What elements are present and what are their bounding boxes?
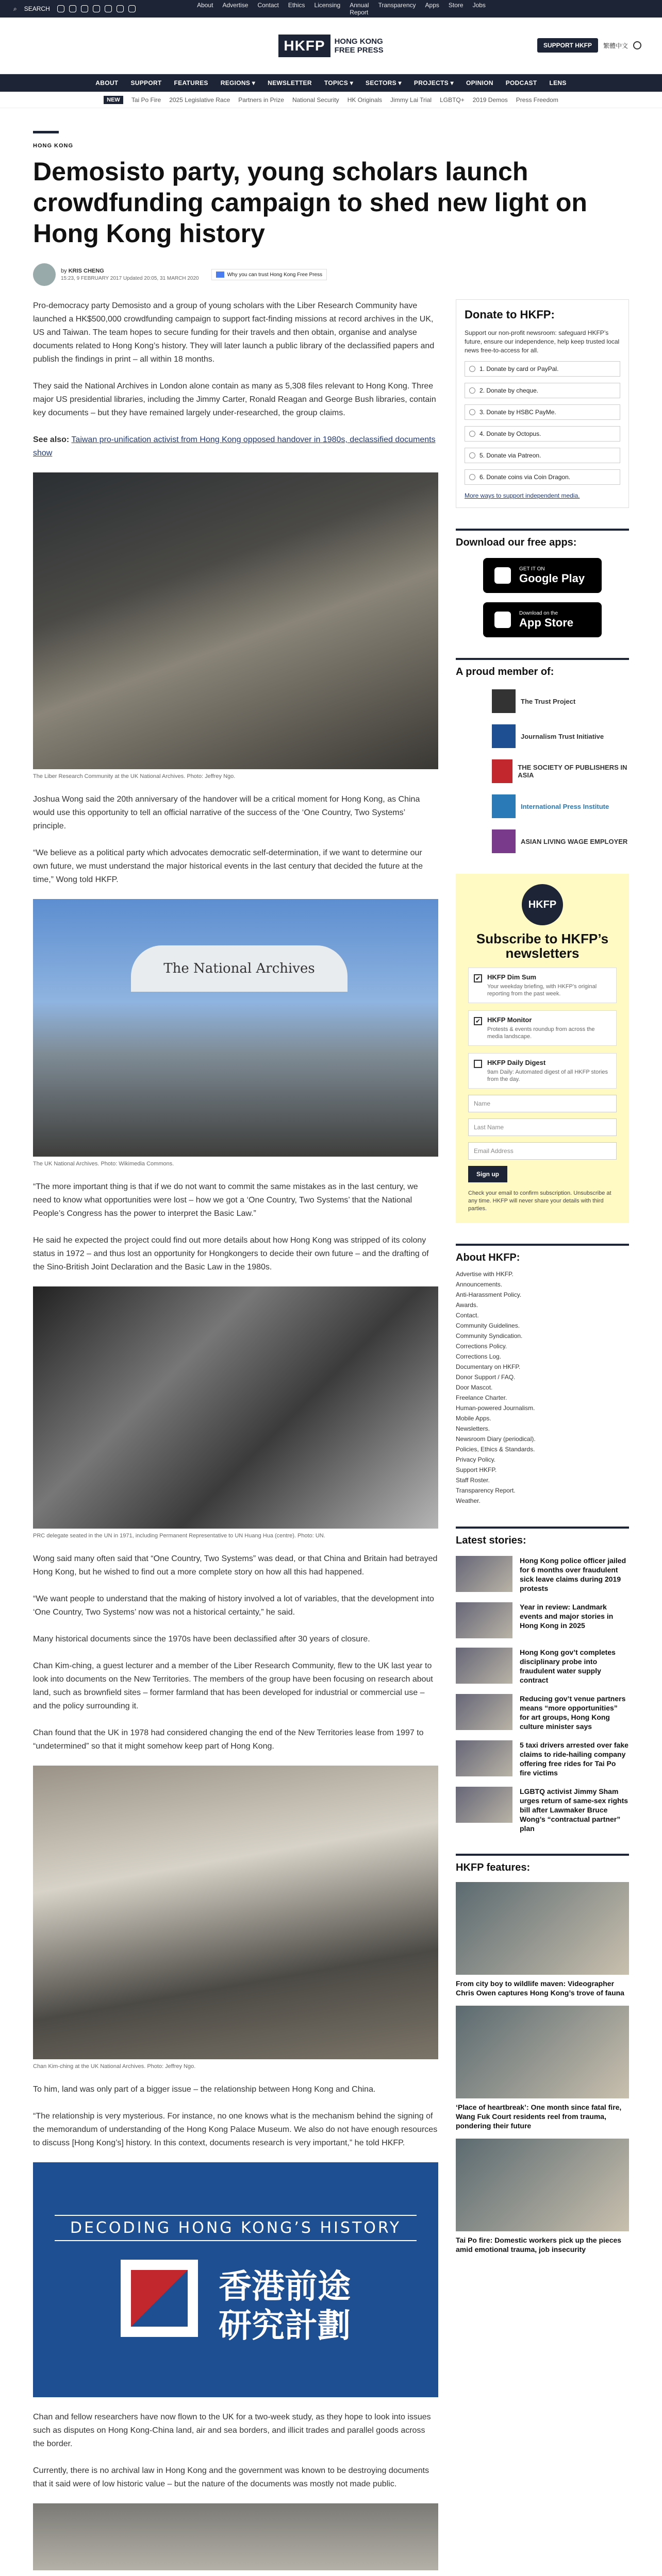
member-logo[interactable] bbox=[492, 794, 629, 818]
about-item[interactable]: Freelance Charter. bbox=[456, 1394, 507, 1401]
donate-text: Support our non-profit newsroom: safeguard HKFP’s future, ensure our independence, help keep trusted local news free-to-access for all. bbox=[465, 329, 620, 354]
feature-image[interactable] bbox=[456, 2006, 629, 2098]
story-thumbnail[interactable] bbox=[456, 1648, 512, 1684]
story-title[interactable]: Hong Kong police officer jailed for 6 months over fraudulent sick leave claims during 2019 protests bbox=[520, 1556, 626, 1592]
nav-projects[interactable]: PROJECTS ▾ bbox=[413, 79, 454, 87]
living-wage-icon bbox=[492, 829, 516, 853]
site-logo[interactable] bbox=[278, 35, 383, 57]
byline bbox=[33, 263, 629, 286]
content-wrap bbox=[0, 131, 662, 286]
newsletter-logo: HKFP bbox=[522, 884, 563, 925]
donate-option[interactable] bbox=[465, 383, 620, 398]
about-item[interactable]: Community Guidelines. bbox=[456, 1322, 520, 1329]
story-title[interactable]: Reducing gov’t venue partners means “more opportunities” for art groups, Hong Kong culture minister says bbox=[520, 1694, 626, 1731]
donate-option-label: 4. Donate by Octopus. bbox=[479, 430, 541, 437]
image-caption: PRC delegate seated in the UN in 1971, including Permanent Representative to UN Huang Hua (centre). Photo: UN. bbox=[33, 1533, 325, 1539]
app-store-button[interactable] bbox=[483, 602, 602, 637]
story-title[interactable]: 5 taxi drivers arrested over fake claims to ride-hailing company offering free rides for Tai Po fire victims bbox=[520, 1741, 628, 1777]
google-news-icon bbox=[216, 272, 224, 278]
rss-icon[interactable] bbox=[128, 5, 136, 12]
paragraph: To him, land was only part of a bigger issue – the relationship between Hong Kong and China. bbox=[33, 2085, 376, 2094]
image-caption: The Liber Research Community at the UK National Archives. Photo: Jeffrey Ngo. bbox=[33, 773, 236, 779]
donate-option[interactable] bbox=[465, 426, 620, 442]
radio-icon bbox=[469, 366, 475, 372]
about-list bbox=[456, 1269, 629, 1506]
feature-image[interactable] bbox=[456, 1882, 629, 1975]
top-link-licensing[interactable]: Licensing bbox=[314, 2, 341, 9]
about-item[interactable]: Documentary on HKFP. bbox=[456, 1363, 521, 1370]
article-image-un-1971 bbox=[33, 1286, 438, 1529]
article-title: Demosisto party, young scholars launch crowdfunding campaign to shed new light on Hong Kong history bbox=[33, 157, 587, 248]
article-dates: 15:23, 9 FEBRUARY 2017 Updated 20:05, 31 MARCH 2020 bbox=[61, 276, 199, 281]
newsletter-option-title: HKFP Daily Digest bbox=[487, 1059, 546, 1066]
banner-logo bbox=[121, 2260, 198, 2337]
sopa-icon bbox=[492, 759, 512, 783]
article-kicker[interactable]: HONG KONG bbox=[33, 143, 74, 149]
paragraph: “The relationship is very mysterious. For instance, no one knows what is the mechanism behind the signing of the memorandum of understanding of the Hong Kong Palace Museum. We also do not have enough resources to discuss [Hong Kong’s] history. In this context, documents research is very important,” he told HKFP. bbox=[33, 2112, 438, 2147]
donate-option-label: 3. Donate by HSBC PayMe. bbox=[479, 409, 556, 416]
about-heading: About HKFP: bbox=[456, 1244, 629, 1264]
sidebar bbox=[456, 286, 629, 2254]
newsletter-option-title: HKFP Dim Sum bbox=[487, 973, 537, 981]
about-item[interactable]: Weather. bbox=[456, 1497, 481, 1504]
about-item[interactable]: Transparency Report. bbox=[456, 1487, 516, 1494]
see-also-label: See also: bbox=[33, 435, 70, 444]
about-item[interactable]: Mobile Apps. bbox=[456, 1415, 491, 1422]
email-input[interactable]: Email Address bbox=[468, 1142, 617, 1160]
feature-title[interactable]: From city boy to wildlife maven: Videographer Chris Owen captures Hong Kong’s trove of fauna bbox=[456, 1979, 624, 1997]
see-also-link[interactable]: Taiwan pro-unification activist from Hong Kong opposed handover in 1980s, declassified documents show bbox=[33, 435, 436, 457]
paragraph: “The more important thing is that if we do not want to commit the same mistakes as in the last century, we need to know what opportunities were lost – how we got a ‘One Country, Two Systems’ that the National People’s Congress has the power to interpret the Basic Law.” bbox=[33, 1182, 418, 1218]
radio-icon bbox=[469, 474, 475, 480]
paragraph: He said he expected the project could find out more details about how Hong Kong was stripped of its colony status in 1972 – and thus lost an opportunity for Hongkongers to decide their own future – and the drafting of the Sino-British Joint Declaration and the Basic Law in the 1980s. bbox=[33, 1236, 429, 1272]
newsletter-option-text bbox=[487, 973, 611, 997]
nav-podcast[interactable]: PODCAST bbox=[505, 79, 537, 87]
user-icon[interactable] bbox=[633, 41, 641, 49]
top-link-ethics[interactable]: Ethics bbox=[288, 2, 305, 9]
apps-heading: Download our free apps: bbox=[456, 529, 629, 549]
latest-story[interactable] bbox=[456, 1648, 629, 1685]
member-name: ASIAN LIVING WAGE EMPLOYER bbox=[521, 837, 628, 845]
banner-chinese bbox=[219, 2267, 351, 2345]
top-link-advertise[interactable]: Advertise bbox=[222, 2, 249, 9]
member-logo[interactable] bbox=[492, 759, 629, 783]
donate-option-label: 6. Donate coins via Coin Dragon. bbox=[479, 473, 571, 481]
paragraph: Currently, there is no archival law in Hong Kong and the government was known to be destroying documents that it said were of low historic value – but the nature of the documents was mostly not made public. bbox=[33, 2466, 429, 2488]
checkbox-icon[interactable] bbox=[474, 1060, 482, 1068]
story-thumbnail[interactable] bbox=[456, 1740, 512, 1776]
see-also bbox=[33, 433, 438, 460]
article-image-national-archives bbox=[33, 899, 438, 1157]
donate-option[interactable] bbox=[465, 448, 620, 463]
banner-row bbox=[121, 2251, 351, 2345]
nav-newsletter[interactable]: NEWSLETTER bbox=[268, 79, 312, 87]
feature-item[interactable] bbox=[456, 2139, 629, 2254]
feature-item[interactable] bbox=[456, 2006, 629, 2130]
nav-regions[interactable]: REGIONS ▾ bbox=[220, 79, 256, 87]
main-nav bbox=[0, 74, 662, 92]
linkedin-icon[interactable] bbox=[117, 5, 124, 12]
newsletter-option[interactable] bbox=[468, 1010, 617, 1046]
logo-text bbox=[335, 37, 384, 55]
social-icons bbox=[57, 5, 136, 12]
new-badge: NEW bbox=[104, 96, 123, 104]
newsletter-title: Subscribe to HKFP’s newsletters bbox=[476, 931, 609, 961]
support-button[interactable]: SUPPORT HKFP bbox=[537, 38, 598, 53]
about-item[interactable]: Door Mascot. bbox=[456, 1384, 493, 1391]
about-item[interactable]: Newsletters. bbox=[456, 1425, 490, 1432]
app-store-big: App Store bbox=[519, 616, 574, 629]
newsletter-option-desc: Your weekday briefing, with HKFP’s original reporting from the past week. bbox=[487, 984, 597, 997]
signup-button[interactable]: Sign up bbox=[468, 1166, 507, 1182]
search-label[interactable]: SEARCH bbox=[24, 5, 50, 12]
title-rule bbox=[33, 131, 59, 133]
newsletter-option-desc: 9am Daily: Automated digest of all HKFP stories from the day. bbox=[487, 1069, 608, 1082]
about-item[interactable]: Awards. bbox=[456, 1301, 478, 1309]
member-name: International Press Institute bbox=[521, 802, 609, 810]
nav-topics[interactable]: TOPICS ▾ bbox=[324, 79, 354, 87]
latest-story[interactable] bbox=[456, 1740, 629, 1777]
story-thumbnail[interactable] bbox=[456, 1694, 512, 1730]
story-title[interactable]: Year in review: Landmark events and major stories in Hong Kong in 2025 bbox=[520, 1603, 614, 1630]
trust-label: Why you can trust Hong Kong Free Press bbox=[227, 272, 323, 278]
about-item[interactable]: Advertise with HKFP. bbox=[456, 1270, 514, 1278]
nav-lens[interactable]: LENS bbox=[549, 79, 567, 87]
name-input[interactable]: Name bbox=[468, 1095, 617, 1112]
nav-opinion[interactable]: OPINION bbox=[466, 79, 493, 87]
more-ways-link[interactable]: More ways to support independent media. bbox=[465, 492, 580, 499]
member-heading: A proud member of: bbox=[456, 658, 629, 678]
search-icon[interactable]: ⌕ bbox=[13, 5, 17, 12]
banner-zh-line2: 研究計劃 bbox=[219, 2307, 351, 2344]
about-item[interactable]: Newsroom Diary (periodical). bbox=[456, 1435, 536, 1443]
story-thumbnail[interactable] bbox=[456, 1556, 512, 1592]
donate-option-label: 5. Donate via Patreon. bbox=[479, 452, 541, 459]
google-play-button[interactable] bbox=[483, 558, 602, 593]
top-links bbox=[197, 2, 486, 16]
latest-story[interactable] bbox=[456, 1694, 629, 1731]
trust-project-icon bbox=[492, 689, 516, 713]
newsletter-option-desc: Protests & events roundup from across the media landscape. bbox=[487, 1026, 595, 1040]
radio-icon bbox=[469, 409, 475, 415]
language-toggle[interactable]: 繁體中文 bbox=[603, 42, 628, 49]
nav-support[interactable]: SUPPORT bbox=[130, 79, 162, 87]
donate-box bbox=[456, 299, 629, 508]
about-item[interactable]: Policies, Ethics & Standards. bbox=[456, 1446, 535, 1453]
latest-story[interactable] bbox=[456, 1602, 629, 1638]
top-link-apps[interactable]: Apps bbox=[425, 2, 439, 9]
trending-item[interactable]: National Security bbox=[292, 96, 339, 104]
paragraph: They said the National Archives in London alone contain as many as 5,308 files relevant to Hong Kong. Three major US presidential libraries, including the Jimmy Carter, Ronald Reagan and George Bush libraries, contain key documents – but they have remained largely under-researched, the group claims. bbox=[33, 382, 436, 417]
paragraph: Chan Kim-ching, a guest lecturer and a member of the Liber Research Community, flew to the UK last year to look into documents on the New Territories. The members of the group have been focusing on research about land, such as brownfield sites – former farmland that has been developed for industrial or commercial use – and the policy surrounding it. bbox=[33, 1662, 433, 1710]
donate-option-label: 2. Donate by cheque. bbox=[479, 387, 539, 394]
instagram-icon[interactable] bbox=[81, 5, 88, 12]
latest-story[interactable] bbox=[456, 1787, 629, 1833]
top-link-contact[interactable]: Contact bbox=[257, 2, 279, 9]
archives-sign: The National Archives bbox=[131, 945, 347, 992]
about-item[interactable]: Human-powered Journalism. bbox=[456, 1404, 535, 1412]
trending-item[interactable]: 2025 Legislative Race bbox=[169, 96, 230, 104]
site-header bbox=[0, 18, 662, 74]
paragraph: Many historical documents since the 1970s have been declassified after 30 years of closure. bbox=[33, 1635, 370, 1643]
trending-item[interactable]: Partners in Prize bbox=[238, 96, 284, 104]
newsletter-option-text bbox=[487, 1059, 611, 1083]
author-line bbox=[61, 268, 199, 274]
header-actions bbox=[537, 38, 641, 53]
paragraph: Chan found that the UK in 1978 had considered changing the end of the New Territories lease from 1997 to “undetermined” so that it might somehow keep part of Hong Kong. bbox=[33, 1728, 424, 1751]
top-link-transparency[interactable]: Transparency bbox=[378, 2, 416, 9]
radio-icon bbox=[469, 387, 475, 394]
trending-item[interactable]: 2019 Demos bbox=[472, 96, 508, 104]
top-link-annual-report[interactable]: Annual Report bbox=[350, 2, 369, 16]
paragraph: “We believe as a political party which advocates democratic self-determination, if we want to determine our own future, we must understand the major historical events in the last century that decided the future at the time,” Wong told HKFP. bbox=[33, 849, 423, 884]
member-name: Journalism Trust Initiative bbox=[521, 732, 604, 740]
trending-item[interactable]: Jimmy Lai Trial bbox=[390, 96, 432, 104]
about-item[interactable]: Contact. bbox=[456, 1312, 479, 1319]
paragraph: Chan and fellow researchers have now flown to the UK for a two-week study, as they hope to look into issues such as disputes on Hong Kong-China land, air and sea borders, and illicit trades and parallel goods across the border. bbox=[33, 2413, 431, 2448]
trending-item[interactable]: HK Originals bbox=[347, 96, 383, 104]
paragraph: Joshua Wong said the 20th anniversary of the handover will be a critical moment for Hong Kong, as China would use this opportunity to tell an official narrative of the success of the ‘One Country, Two Systems’ principle. bbox=[33, 795, 420, 831]
nav-sectors[interactable]: SECTORS ▾ bbox=[366, 79, 402, 87]
article-image-chan-kim-ching bbox=[33, 1766, 438, 2059]
app-store-small: Download on the bbox=[519, 610, 558, 616]
author-name[interactable]: KRIS CHENG bbox=[68, 268, 104, 274]
article-image-bottom bbox=[33, 2503, 438, 2570]
member-name: The Trust Project bbox=[521, 697, 576, 705]
trending-item[interactable]: Press Freedom bbox=[516, 96, 558, 104]
newsletter-option-text bbox=[487, 1016, 611, 1040]
columns bbox=[0, 286, 662, 2576]
telegram-icon[interactable] bbox=[105, 5, 112, 12]
article-body bbox=[33, 286, 438, 2570]
trending-bar bbox=[0, 92, 662, 108]
newsletter-option-title: HKFP Monitor bbox=[487, 1016, 532, 1024]
image-caption: The UK National Archives. Photo: Wikimedia Commons. bbox=[33, 1161, 174, 1167]
top-bar bbox=[0, 0, 662, 18]
member-name: THE SOCIETY OF PUBLISHERS IN ASIA bbox=[518, 764, 627, 779]
donate-title: Donate to HKFP: bbox=[465, 308, 555, 321]
author-avatar bbox=[33, 263, 56, 286]
paragraph: Pro-democracy party Demosisto and a group of young scholars with the Liber Research Community have launched a HK$500,000 crowdfunding campaign to support fact-finding missions at record archives in the UK, US and Taiwan. The team hopes to secure funding for their travels and then obtain, organise and analyse documents related to Hong Kong’s history. They will later launch a public library of the declassified papers and publish the findings in print – all within 18 months. bbox=[33, 301, 435, 364]
donate-option[interactable] bbox=[465, 469, 620, 485]
logo-line2: FREE PRESS bbox=[334, 45, 384, 55]
twitter-icon[interactable] bbox=[69, 5, 76, 12]
story-thumbnail[interactable] bbox=[456, 1602, 512, 1638]
about-item[interactable]: Donor Support / FAQ. bbox=[456, 1374, 516, 1381]
nav-features[interactable]: FEATURES bbox=[174, 79, 208, 87]
latest-heading: Latest stories: bbox=[456, 1527, 629, 1547]
newsletter-option[interactable] bbox=[468, 1053, 617, 1089]
nav-about[interactable]: ABOUT bbox=[95, 79, 119, 87]
facebook-icon[interactable] bbox=[57, 5, 64, 12]
story-title[interactable]: Hong Kong gov’t completes disciplinary probe into fraudulent water supply contract bbox=[520, 1648, 616, 1684]
ipi-icon bbox=[492, 794, 516, 818]
newsletter-box bbox=[456, 874, 629, 1223]
top-link-about[interactable]: About bbox=[197, 2, 213, 9]
feature-image[interactable] bbox=[456, 2139, 629, 2231]
google-play-small: GET IT ON bbox=[519, 566, 545, 572]
youtube-icon[interactable] bbox=[93, 5, 100, 12]
features-heading-text: HKFP features: bbox=[456, 1862, 531, 1873]
author-prefix: by bbox=[61, 268, 67, 274]
top-link-jobs[interactable]: Jobs bbox=[472, 2, 486, 9]
newsletter-option[interactable] bbox=[468, 968, 617, 1003]
story-title[interactable]: LGBTQ activist Jimmy Sham urges return of same-sex rights bill after Lawmaker Bruce Wong’s “contractual partner” plan bbox=[520, 1787, 628, 1833]
checkbox-icon[interactable] bbox=[474, 974, 482, 982]
article-image-decoding-banner bbox=[33, 2162, 438, 2397]
newsletter-footnote: Check your email to confirm subscription. Unsubscribe at any time. HKFP will never share your details with third parties. bbox=[468, 1190, 611, 1212]
features-heading bbox=[456, 1854, 629, 1874]
donate-option[interactable] bbox=[465, 404, 620, 420]
radio-icon bbox=[469, 452, 475, 459]
member-logo[interactable] bbox=[492, 689, 629, 713]
member-logo[interactable] bbox=[492, 829, 629, 853]
about-item[interactable]: Corrections Policy. bbox=[456, 1343, 507, 1350]
paragraph: “We want people to understand that the making of history involved a lot of variables, that the development into ‘One Country, Two Systems’ now was not a historical certainty,” he said. bbox=[33, 1595, 434, 1617]
story-thumbnail[interactable] bbox=[456, 1787, 512, 1823]
logo-mark: HKFP bbox=[278, 35, 330, 57]
donate-option-label: 1. Donate by card or PayPal. bbox=[479, 365, 559, 372]
trust-badge[interactable] bbox=[211, 269, 327, 280]
about-item[interactable]: Community Syndication. bbox=[456, 1332, 523, 1340]
byline-text bbox=[61, 268, 199, 281]
article-image-archives-research bbox=[33, 472, 438, 769]
about-item[interactable]: Anti-Harassment Policy. bbox=[456, 1291, 522, 1298]
banner-zh-line1: 香港前途 bbox=[219, 2267, 351, 2305]
image-caption: Chan Kim-ching at the UK National Archives. Photo: Jeffrey Ngo. bbox=[33, 2063, 196, 2070]
trending-item[interactable]: LGBTQ+ bbox=[440, 96, 465, 104]
about-item[interactable]: Corrections Log. bbox=[456, 1353, 502, 1360]
checkbox-icon[interactable] bbox=[474, 1017, 482, 1025]
last-name-input[interactable]: Last Name bbox=[468, 1118, 617, 1136]
member-logo[interactable] bbox=[492, 724, 629, 748]
feature-title[interactable]: ‘Place of heartbreak’: One month since fatal fire, Wang Fuk Court residents reel from trauma, pondering their future bbox=[456, 2103, 622, 2130]
donate-option[interactable] bbox=[465, 361, 620, 377]
about-item[interactable]: Privacy Policy. bbox=[456, 1456, 496, 1463]
logo-line1: HONG KONG bbox=[334, 37, 383, 46]
jti-icon bbox=[492, 724, 516, 748]
about-item[interactable]: Staff Roster. bbox=[456, 1477, 490, 1484]
feature-item[interactable] bbox=[456, 1882, 629, 1997]
about-item[interactable]: Support HKFP. bbox=[456, 1466, 497, 1473]
banner-title: DECODING HONG KONG’S HISTORY bbox=[55, 2215, 417, 2241]
about-item[interactable]: Announcements. bbox=[456, 1281, 503, 1288]
feature-title[interactable]: Tai Po fire: Domestic workers pick up the pieces amid emotional trauma, job insecurity bbox=[456, 2236, 622, 2253]
top-link-store[interactable]: Store bbox=[448, 2, 464, 9]
paragraph: Wong said many often said that “One Country, Two Systems” was dead, or that China and Britain had betrayed Hong Kong, but he wished to find out a more complete story on how all this had happened. bbox=[33, 1554, 438, 1577]
radio-icon bbox=[469, 431, 475, 437]
trending-item[interactable]: Tai Po Fire bbox=[131, 96, 161, 104]
latest-story[interactable] bbox=[456, 1556, 629, 1593]
google-play-big: Google Play bbox=[519, 571, 585, 585]
